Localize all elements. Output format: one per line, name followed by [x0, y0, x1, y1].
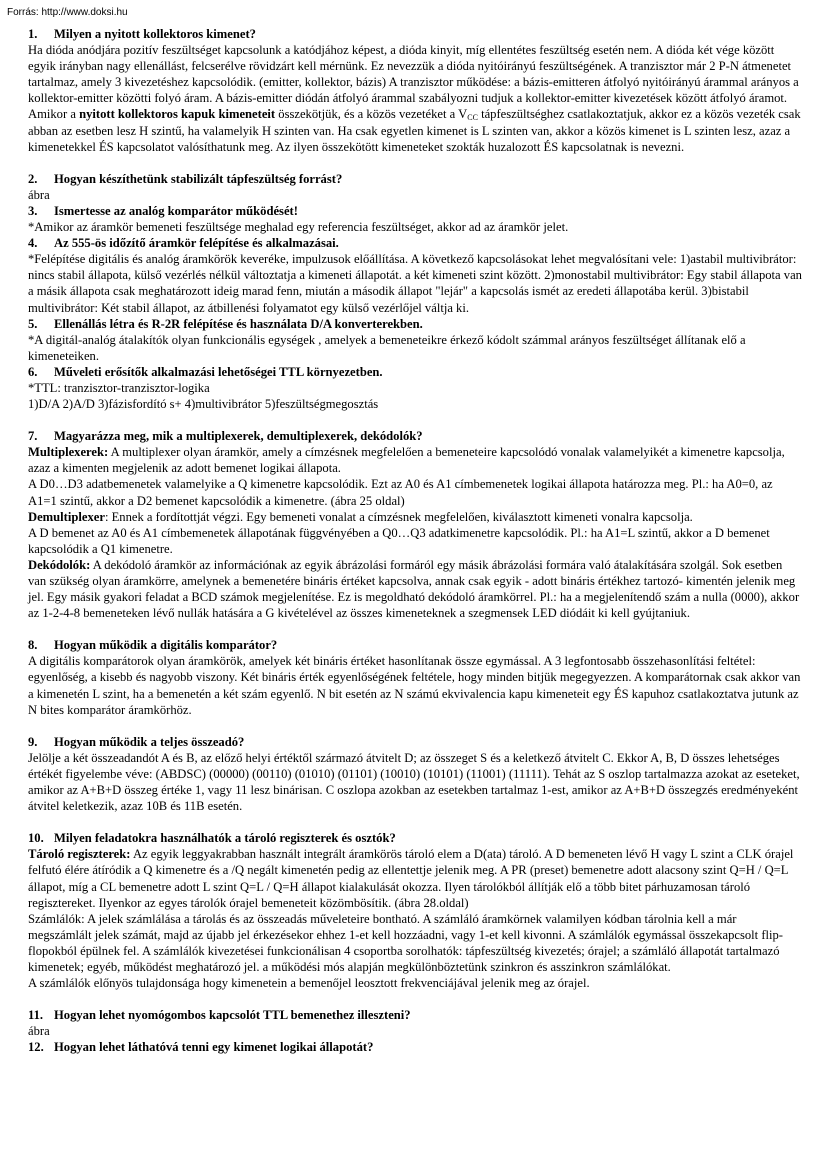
- answer-6-line-2: 1)D/A 2)A/D 3)fázisfordító s+ 4)multivibrátor 5)feszültségmegosztás: [28, 397, 379, 412]
- answer-7-multiplexer: Multiplexerek: A multiplexer olyan áramkör, amely a címzésnek megfelelően a bemeneteire kapcsolódó vonalak valamelyikét a kimenetre kapcsolja, azaz a kimenten megjelenik az adott bemenet logikai állapota.: [28, 445, 785, 476]
- answer-5: *A digitál-analóg átalakítók olyan funkcionális egységek , amelyek a bemeneteikre érkező kódolt számmal arányos feszültséget állítanak elő a kimeneteiken.: [28, 332, 746, 363]
- answer-2: ábra: [28, 187, 50, 202]
- question-4-title: Az 555-ös időzítő áramkör felépítése és alkalmazásai.: [54, 236, 339, 251]
- question-8-title: Hogyan működik a digitális komparátor?: [54, 638, 278, 653]
- question-10: 10. Milyen feladatokra használhatók a tároló regiszterek és osztók?: [28, 831, 396, 846]
- question-9-title: Hogyan működik a teljes összeadó?: [54, 734, 245, 749]
- question-4: 4. Az 555-ös időzítő áramkör felépítése és alkalmazásai.: [28, 236, 339, 251]
- question-5: 5. Ellenállás létra és R-2R felépítése és használata D/A konverterekben.: [28, 316, 423, 331]
- question-8: 8. Hogyan működik a digitális komparátor?: [28, 638, 278, 653]
- question-1-title: Milyen a nyitott kollektoros kimenet?: [54, 27, 256, 41]
- answer-4: *Felépítése digitális és analóg áramkörök keveréke, impulzusok előállítása. A következő kapcsolásokat lehet megvalósítani vele: 1)astabil multivibrátor: nincs stabil állapota, külső vezérlés nélkül változtatja a kimeneti állapotát. a két kimeneti szint között. 2)monostabil multivibrátor: Egy stabil állapota van a másik állapota csak meghatározott ideig marad fenn, miután a második állapot "lejár" a kapcsolás ismét az eredeti állapotába kerül. 3)bistabil multivibrátor: Két stabil állapot, az átbillenési folyamatot egy külső vezérlőjel váltja ki.: [28, 252, 802, 315]
- question-3-title: Ismertesse az analóg komparátor működését!: [54, 203, 298, 218]
- question-7: 7. Magyarázza meg, mik a multiplexerek, demultiplexerek, dekódolók?: [28, 429, 423, 444]
- answer-8: A digitális komparátorok olyan áramkörök, amelyek két bináris értéket hasonlítanak össze egymással. A 3 legfontosabb összehasonlítási feltétel: egyenlőség, a kisebb és nagyobb viszony. Két bináris érték egyenlőségének feltétele, hogy minden bitjük megegyezzen. A komparátornak csak akkor van a kimenetén L szint, ha a bemenetén a két szám egyenlő. N bit esetén az N számú ekvivalencia kapu kimeneteit egy ÉS kapuhoz csatlakoztatva jutunk az N bites komparátor áramkörhöz.: [28, 654, 801, 717]
- answer-10-registers: Tároló regiszterek: Az egyik leggyakrabban használt integrált áramkörös tároló elem a D(ata) tároló. A D bemeneten lévő H vagy L szint a CLK órajel felfutó élére átíródik a Q kimenetre és a /Q negált kimenetén pedig az ellentettje jelenik meg. A PR (preset) bemenetre adott alacsony szint Q=H / Q=L állapot, míg a CL bemenetre adott L szint Q=L / Q=H állapot kialakulását okozza. Ilyen tárolókból állítják elő a több bitet párhuzamosan tároló regisztereket. Ilyenkor az egyes tárolók órajel bemeneteit közömbösítik. (ábra 28.oldal): [28, 847, 794, 910]
- question-9: 9. Hogyan működik a teljes összeadó?: [28, 734, 245, 749]
- answer-1-paragraph-1: Ha dióda anódjára pozitív feszültséget kapcsolunk a katódjához képest, a dióda kinyit, míg ellentétes feszültség esetén nem. A dióda két vége között egyik irányban nagy ellenállást, felcserélve rövidzárt kell mérnünk. Ez nevezzük a dióda nyitóirányú feszültségének. A tranzisztor már 2 P-N átmenetet tartalmaz, amely 3 kivezetéshez kapcsolódik. (emitter, kollektor, bázis) A tranzisztor működése: a bázis-emitteren átfolyó nyitóirányú árammal arányos a kollektor-emitter közötti folyó áram. A bázis-emitter diódán átfolyó árammal szabályozni tudjuk a kollektor-emitter kivezetések között átfolyó áramot.: [28, 43, 799, 106]
- answer-10-counters: Számlálók: A jelek számlálása a tárolás és az összeadás műveleteire bontható. A számláló áramkörnek valamilyen kódban tárolnia kell a már megszámlált jelek számát, majd az újabb jel érkezésekor ehhez 1-et kell hozzáadni, vagy 1-et kell kivonni. A számlálók egymással összekapcsolt flip-flopokból épülnek fel. A számlálók kivezetései funkcionálisan 4 csoportba sorolhatók: tápfeszültség kivezetés; órajel; a számláló állapotát tartalmazó kimenetek; egyéb, működést meghatározó jel. a működési mós alapján megkülönböztetünk szinkron és asszinkron számlálókat.: [28, 911, 784, 974]
- question-2-title: Hogyan készíthetünk stabilizált tápfeszültség forrást?: [54, 171, 343, 186]
- question-12: 12. Hogyan lehet láthatóvá tenni egy kimenet logikai állapotát?: [28, 1040, 374, 1055]
- document-body: [28, 26, 802, 1055]
- source-url: Forrás: http://www.doksi.hu: [7, 7, 128, 18]
- answer-7-decoder: Dekódolók: A dekódoló áramkör az információnak az egyik ábrázolási formáról egy másik ábrázolási formára való átalakítására szolgál. Sok esetben van szükség olyan áramkörre, amelynek a bemenetére bináris értéket kapcsolva, annak csak egyik - adott bináris értékhez tartozó- kimentén jelenik meg jel. Egy másik gyakori feladat a BCD számok megjelenítése. Ez is megoldható dekódoló áramkörrel. Pl.: ha a megjelenítendő szám a nulla (0000), akkor az 1-2-4-8 bemeneteken lévő nullák hatására a G kivételével az összes kimeneteknek a szegmensek LED diódáit ki kell gyújtaniuk.: [28, 557, 800, 621]
- question-7-title: Magyarázza meg, mik a multiplexerek, demultiplexerek, dekódolók?: [54, 429, 423, 444]
- answer-7-demultiplexer-detail: A D bemenet az A0 és A1 címbemenetek állapotának függvényében a Q0…Q3 adatkimenetre kapcsolódik. Pl.: ha A1=L szintű, akkor a D bemenet kapcsolódik a Q1 kimenetre.: [28, 525, 770, 556]
- question-2: 2. Hogyan készíthetünk stabilizált tápfeszültség forrást?: [28, 171, 343, 186]
- answer-10-counters-note: A számlálók előnyös tulajdonsága hogy kimenetein a bemenőjel leosztott frekvenciájával jelenik meg az órajel.: [28, 976, 590, 991]
- question-10-title: Milyen feladatokra használhatók a tároló regiszterek és osztók?: [54, 831, 396, 846]
- answer-11: ábra: [28, 1024, 50, 1039]
- answer-3: *Amikor az áramkör bemeneti feszültsége meghalad egy referencia feszültséget, akkor ad az áramkör jelet.: [28, 220, 569, 235]
- question-6-title: Műveleti erősítők alkalmazási lehetőségei TTL környezetben.: [54, 364, 383, 379]
- question-11: 11. Hogyan lehet nyomógombos kapcsolót TTL bemenethez illeszteni?: [28, 1008, 411, 1023]
- answer-7-multiplexer-detail: A D0…D3 adatbemenetek valamelyike a Q kimenetre kapcsolódik. Ezt az A0 és A1 címbemenetek logikai állapota határozza meg. Pl.: ha A0=0, az A1=1 szintű, akkor a D2 bemenet kapcsolódik a kimenetre. (ábra 25 oldal): [28, 477, 773, 508]
- question-6: 6. Műveleti erősítők alkalmazási lehetőségei TTL környezetben.: [28, 364, 383, 379]
- answer-6-line-1: *TTL: tranzisztor-tranzisztor-logika: [28, 380, 210, 395]
- answer-1-paragraph-2: Amikor a nyitott kollektoros kapuk kimeneteit összekötjük, és a közös vezetéket a $V_{CC}$ tápfeszültséghez csatlakoztatjuk, akkor ez a közös vezeték csak abban az esetben lesz H szintű, ha valamelyik H szinten van. Ha csak egyetlen kimenet is L szinten van, akkor a közös kimenet is L szinten lesz, azaz a kimenetekkel ÉS kapcsolatot valósíthatunk meg. Az ilyen összekötött kimeneteket szokták huzalozott ÉS kapcsolatnak is nevezni.: [28, 107, 801, 154]
- question-3: 3. Ismertesse az analóg komparátor működését!: [28, 203, 298, 218]
- question-12-title: Hogyan lehet láthatóvá tenni egy kimenet logikai állapotát?: [54, 1040, 374, 1055]
- question-1: 1. Milyen a nyitott kollektoros kimenet?: [28, 27, 256, 41]
- question-5-title: Ellenállás létra és R-2R felépítése és használata D/A konverterekben.: [54, 316, 423, 331]
- answer-7-demultiplexer: Demultiplexer: Ennek a fordítottját végzi. Egy bemeneti vonalat a címzésnek megfelelően, kiválasztott kimeneti vonalra kapcsolja.: [28, 509, 693, 524]
- answer-9: Jelölje a két összeadandót A és B, az előző helyi értéktől származó átvitelt D; az összeget S és a keletkező átvitelt C. Ekkor A, B, D összes lehetséges értékét figyelembe véve: (ABDSC) (00000) (00110) (01010) (01101) (10010) (10101) (11001) (11111). Tehát az S oszlop tartalmazza azokat az eseteket, amikor az A+B+D összeg értéke 1, vagy 11 lesz binárisan. C oszlopa azokban az esetekben tartalmaz 1-est, amikor az A+B+D összegzés eredményeként átvitel keletkezik, azaz 10B és 11B esetén.: [28, 750, 800, 814]
- question-11-title: Hogyan lehet nyomógombos kapcsolót TTL bemenethez illeszteni?: [54, 1008, 411, 1023]
